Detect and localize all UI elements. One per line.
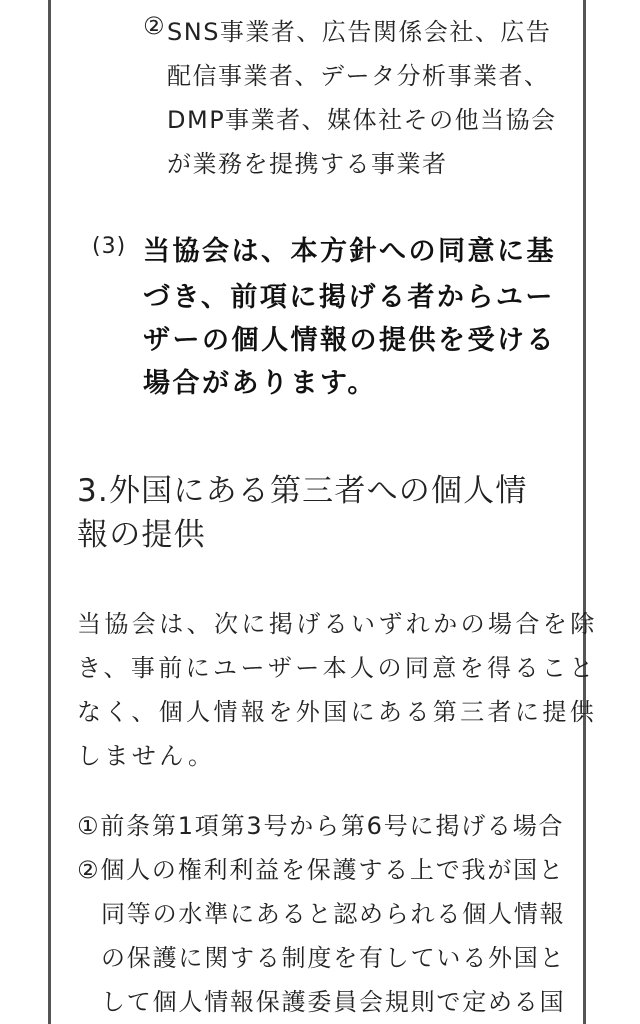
section-3-item-2-line-2: 同等の水準にあると認められる個人情報	[101, 900, 566, 928]
clause-3-line-3: ザーの個人情報の提供を受ける	[143, 325, 556, 356]
section-3-heading-line-2: 報の提供	[77, 517, 206, 553]
section-3-item-2-line-1: ②個人の権利利益を保護する上で我が国と	[77, 856, 565, 884]
clause-3-line-2: づき、前項に掲げる者からユー	[143, 282, 555, 313]
section-3-paragraph-line-2: き、事前にユーザー本人の同意を得ること	[77, 654, 597, 682]
section-3-paragraph-line-1: 当協会は、次に掲げるいずれかの場合を除	[77, 610, 598, 638]
section-3-heading-line-1: 3.外国にある第三者への個人情	[77, 473, 528, 509]
sub-item-2-line-4: が業務を提携する事業者	[167, 150, 448, 178]
section-3-paragraph-line-4: しません。	[77, 742, 216, 770]
clause-3-line-4: 場合があります。	[143, 368, 377, 399]
sub-item-2-line-1: SNS事業者、広告関係会社、広告	[167, 18, 552, 46]
section-3-item-2-line-4: して個人情報保護委員会規則で定める国	[101, 988, 566, 1016]
section-3-item-1-line-1: ①前条第1項第3号から第6号に掲げる場合	[77, 812, 565, 840]
sub-item-2-line-2: 配信事業者、データ分析事業者、	[167, 62, 550, 90]
sub-item-2-marker: ②	[143, 12, 167, 40]
section-3-paragraph-line-3: なく、個人情報を外国にある第三者に提供	[77, 698, 598, 726]
clause-3-number: (3)	[92, 234, 127, 259]
clause-3-line-1: 当協会は、本方針への同意に基	[143, 236, 556, 267]
section-3-item-2-line-3: の保護に関する制度を有している外国と	[101, 944, 566, 972]
sub-item-2-line-3: DMP事業者、媒体社その他当協会	[167, 106, 557, 134]
